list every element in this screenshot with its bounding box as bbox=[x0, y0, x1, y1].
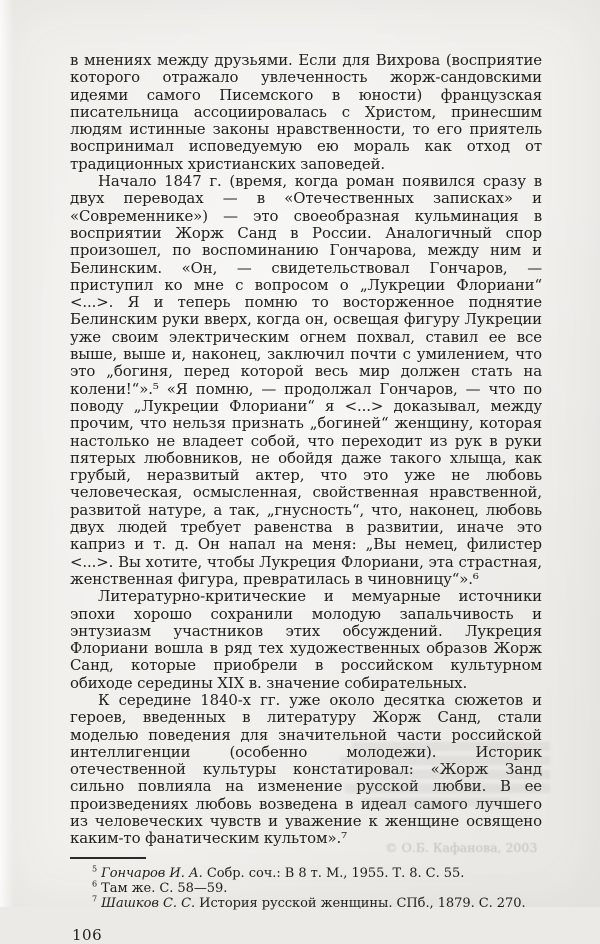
text-column bbox=[70, 52, 542, 944]
footnote-text: История русской женщины. СПб., 1879. С. 270. bbox=[199, 895, 526, 911]
footnote-marker: 7 bbox=[92, 894, 98, 904]
footnote-5 bbox=[70, 866, 542, 881]
footnote-author: Шашков С. С. bbox=[101, 895, 196, 911]
bleedthrough-copyright-text: © О.Б. Кафанова, 2003 bbox=[385, 840, 538, 855]
footnote-marker: 5 bbox=[92, 864, 98, 874]
footnote-text: Собр. соч.: В 8 т. М., 1955. Т. 8. С. 55. bbox=[206, 865, 465, 881]
paragraph-4: К середине 1840-х гг. уже около десятка сюжетов и героев, введенных в литературу Жорж Санд, стали моделью поведения для значительной части российской интеллигенции (особенно молодежи). Историк отечественной культуры констатировал: «Жорж Занд сильно повлияла на изменение русской любви. В ее произведениях любовь возведена в идеал самого лучшего из человеческих чувств и уважение к женщине освящено каким-то фанатическим культом».⁷ bbox=[70, 690, 542, 848]
footnote-separator bbox=[70, 857, 146, 859]
footnote-marker: 6 bbox=[92, 879, 98, 889]
footnote-text: Там же. С. 58—59. bbox=[101, 880, 228, 896]
paragraph-1: в мнениях между друзьями. Если для Вихрова (восприятие которого отражало увлеченность жорж-сандовскими идеями самого Писемского в юности) французская писательница ассоциировалась с Христом, принесшим людям истинные законы нравственности, то его приятель воспринимал исповедуемую ею мораль как отход от традиционных христианских заповедей. bbox=[70, 51, 542, 173]
footnote-block bbox=[70, 857, 542, 911]
footnote-6 bbox=[70, 881, 542, 896]
page-number: 106 bbox=[72, 925, 103, 944]
footnote-7 bbox=[70, 896, 542, 911]
paragraph-2: Начало 1847 г. (время, когда роман появился сразу в двух переводах — в «Отечественных записках» и «Современнике») — это своеобразная кульминация в восприятии Жорж Санд в России. Аналогичный спор произошел, по воспоминанию Гончарова, между ним и Белинским. «Он, — свидетельствовал Гончаров, — приступил ко мне с вопросом о „Лукреции Флориани“ <...>. Я и теперь помню то восторженное поднятие Белинским руки вверх, когда он, освещая фигуру Лукреции уже своим электрическим огнем похвал, ставил ее все выше, выше и, наконец, заключил почти с умилением, что это „богиня, перед которой весь мир должен стать на колени!“».⁵ «Я помню, — продолжал Гончаров, — что по поводу „Лукреции Флориани“ я <...> доказывал, между прочим, что нельзя признать „богиней“ женщину, которая настолько не владеет собой, что переходит из рук в руки пятерых любовников, не обойдя даже такого хлыща, как грубый, неразвитый актер, что это уже не любовь человеческая, осмысленная, свойственная нравственной, развитой натуре, а так, „гнусность“, что, наконец, любовь двух людей требует равенства в развитии, иначе это каприз и т. д. Он напал на меня: „Вы немец, филистер <...>. Вы хотите, чтобы Лукреция Флориани, эта страстная, женственная фигура, превратилась в чиновницу“».⁶ bbox=[70, 172, 542, 588]
footnote-author: Гончаров И. А. bbox=[101, 865, 203, 881]
paragraph-3: Литературно-критические и мемуарные источники эпохи хорошо сохранили молодую запальчивость и энтузиазм участников этих обсуждений. Лукреция Флориани вошла в ряд тех художественных образов Жорж Санд, которые приобрели в российском культурном обиходе середины XIX в. значение собирательных. bbox=[70, 587, 542, 692]
